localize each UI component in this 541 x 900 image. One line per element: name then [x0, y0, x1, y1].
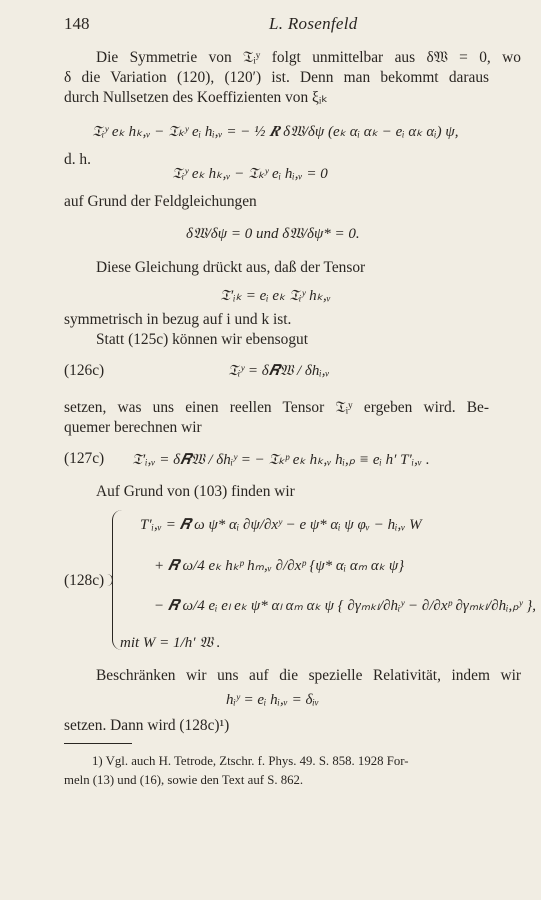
equation-126c: 𝔗ᵢʸ = δ𝑹𝔚 / δhᵢ,ᵥ: [228, 363, 330, 379]
equation-128c-line-2: + 𝑹 ω/4 eₖ hₖᵖ hₘ,ᵥ ∂/∂xᵖ {ψ* αᵢ αₘ αₖ ψ}: [154, 558, 405, 574]
running-head: L. Rosenfeld: [269, 14, 358, 33]
paragraph-line: δ die Variation (120), (120′) ist. Denn man bekommt daraus: [64, 69, 489, 86]
paragraph-line: quemer berechnen wir: [64, 419, 202, 436]
equation-special-relativity: hᵢʸ = eᵢ hᵢ,ᵥ = δᵢᵥ: [226, 692, 320, 708]
paragraph-line: symmetrisch in bezug auf i und k ist.: [64, 311, 292, 328]
paragraph-line: setzen. Dann wird (128c)¹): [64, 717, 230, 734]
text-dh: d. h.: [64, 151, 91, 168]
equation-128c-line-1: T′ᵢ,ᵥ = 𝑹 ω ψ* αᵢ ∂ψ/∂xʸ − e ψ* αᵢ ψ φᵥ − hᵢ,ᵥ W: [140, 517, 422, 533]
paragraph-line: Beschränken wir uns auf die spezielle Relativität, indem wir: [96, 667, 521, 684]
footnote-rule: [64, 743, 132, 744]
equation-128c-line-3: − 𝑹 ω/4 eᵢ eₗ eₖ ψ* αₗ αₘ αₖ ψ { ∂γₘₖₗ/∂hᵢʸ − ∂/∂xᵖ ∂γₘₖₗ/∂hᵢ,ₚʸ },: [154, 598, 536, 614]
equation-field-equations: δ𝔚/δψ = 0 und δ𝔚/δψ* = 0.: [186, 226, 360, 242]
paragraph-line: setzen, was uns einen reellen Tensor 𝔗ᵢʸ ergeben wird. Be-: [64, 399, 489, 416]
paragraph-line: Statt (125c) können wir ebensogut: [96, 331, 309, 348]
equation-label-126c: (126c): [64, 362, 105, 379]
paragraph-line: Auf Grund von (103) finden wir: [96, 483, 295, 500]
paragraph-line: Die Symmetrie von 𝔗ᵢʸ folgt unmittelbar aus δ𝔚 = 0, wo: [96, 49, 521, 66]
footnote-line: meln (13) und (16), sowie den Text auf S. 862.: [64, 773, 304, 787]
paragraph-line: auf Grund der Feldgleichungen: [64, 193, 257, 210]
brace-128c: [112, 510, 123, 650]
equation-symmetry-result: 𝔗ᵢʸ eₖ hₖ,ᵥ − 𝔗ₖʸ eᵢ hᵢ,ᵥ = 0: [172, 166, 328, 182]
equation-128c-line-4: mit W = 1/h′ 𝔚 .: [120, 635, 221, 651]
equation-label-127c: (127c): [64, 450, 105, 467]
equation-symmetry-condition: 𝔗ᵢʸ eₖ hₖ,ᵥ − 𝔗ₖʸ eᵢ hᵢ,ᵥ = − ½ 𝑹 δ𝔚/δψ (eₖ αᵢ αₖ − eᵢ αₖ αᵢ) ψ,: [92, 124, 459, 140]
page-header: [64, 14, 489, 38]
equation-tensor: 𝔗′ᵢₖ = eᵢ eₖ 𝔗ᵢʸ hₖ,ᵥ: [220, 288, 331, 304]
equation-127c: 𝔗′ᵢ,ᵥ = δ𝑹𝔚 / δhᵢʸ = − 𝔗ₖᵖ eₖ hₖ,ᵥ hᵢ,ₚ ≡ eᵢ h′ T′ᵢ,ᵥ .: [132, 452, 430, 468]
footnote-line: 1) Vgl. auch H. Tetrode, Ztschr. f. Phys. 49. S. 858. 1928 For-: [92, 754, 409, 768]
equation-label-128c: (128c): [64, 572, 105, 589]
page-number: 148: [64, 14, 90, 33]
paragraph-line: Diese Gleichung drückt aus, daß der Tensor: [96, 259, 366, 276]
paragraph-line: durch Nullsetzen des Koeffizienten von ξᵢₖ: [64, 89, 328, 106]
